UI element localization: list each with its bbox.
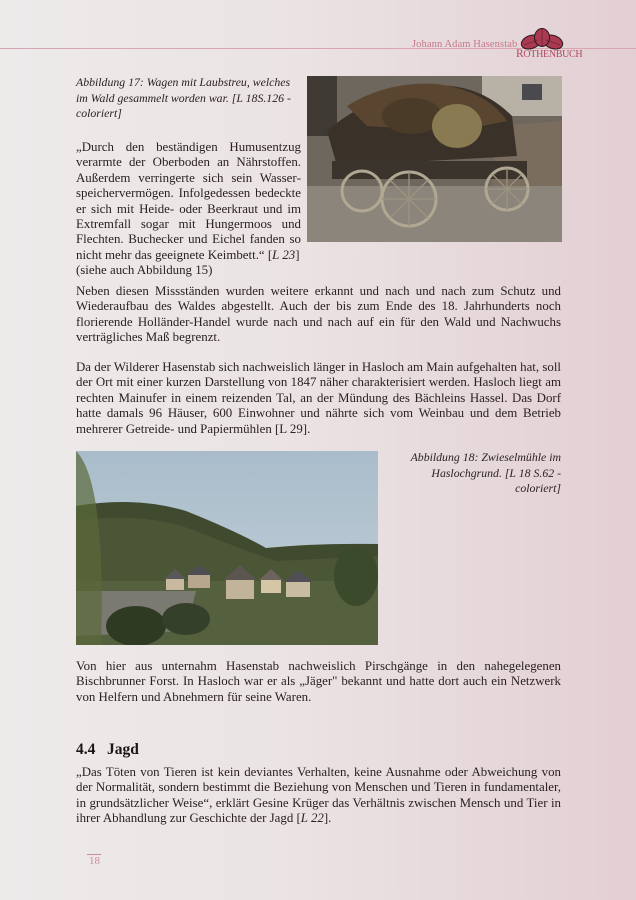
figure-18-photo-zwieselmuehle	[76, 451, 378, 645]
rothenbuch-logo	[516, 28, 583, 62]
humus-quote-paragraph: „Durch den beständigen Humusentzug verarmte der Oberboden an Nährstoffen. Außerdem verringerte sich sein Wasserspeichervermögen. Infolgedessen bedeckte er sich mit Heide- oder Beerkraut und im Extremfall sogar mit Hungermoos und Flechten. Buchecker und Eichel fanden so nicht mehr das geeignete Keimbett.“ [L 23] (siehe auch Abbildung 15)	[76, 140, 301, 278]
page-number: 18	[89, 855, 100, 867]
figure-17-photo-cart	[307, 76, 562, 242]
section-heading-jagd	[76, 741, 139, 759]
paragraph-pirschgaenge: Von hier aus unternahm Hasenstab nachweislich Pirschgänge in den nahegelegenen Bischbrunner Forst. In Hasloch war er als „Jäger" bekannt und hatte dort auch ein Netzwerk von Helfern und Abnehmern für seine Waren.	[76, 659, 561, 704]
figure-18-caption: Abbildung 18: Zwieselmühle im Haslochgrund. [L 18 S.62 - coloriert]	[410, 450, 561, 495]
figure-17-caption: Abbildung 17: Wagen mit Laubstreu, welches im Wald gesammelt worden war. [L 18S.126 - coloriert]	[76, 75, 291, 120]
header-title: Johann Adam Hasenstab	[412, 39, 518, 50]
paragraph-forest-restoration: Neben diesen Missständen wurden weitere erkannt und nach und nach zum Schutz und Wiederaufbau des Waldes abgestellt. Auch der bis zum Ende des 18. Jahrhunderts noch florierende Holländer-Handel wurde nach und nach auf ein für den Wald und Nachwuchs verträgliches Maß begrenzt.	[76, 284, 561, 345]
paragraph-hasloch-description: Da der Wilderer Hasenstab sich nachweislich länger in Hasloch am Main aufgehalten hat, soll der Ort mit einer kurzen Darstellung von 1847 näher charakterisiert werden. Hasloch liegt am rechten Mainufer in einem reizenden Tal, an der Mündung des Bächleins Hassel. Das Dorf hatte damals 96 Häuser, 600 Einwohner und nährte sich vom Weinbau und dem Betrieb mehrerer Getreide- und Papiermühlen [L 29].	[76, 360, 561, 436]
leaves-logo-icon	[520, 28, 564, 50]
section-title: Jagd	[107, 741, 139, 758]
logo-wordmark: ROTHENBUCH	[516, 48, 583, 60]
paragraph-jagd-quote: „Das Töten von Tieren ist kein deviantes Verhalten, keine Ausnahme oder Abweichung von der Normalität, sondern bestimmt die Beziehung von Menschen und Tieren in fundamentaler, in grundsätzlicher Weise“, erklärt Gesine Krüger das Verhältnis zwischen Mensch und Tier in ihrer Abhandlung zur Geschichte der Jagd [L 22].	[76, 765, 561, 826]
section-number: 4.4	[76, 741, 96, 758]
